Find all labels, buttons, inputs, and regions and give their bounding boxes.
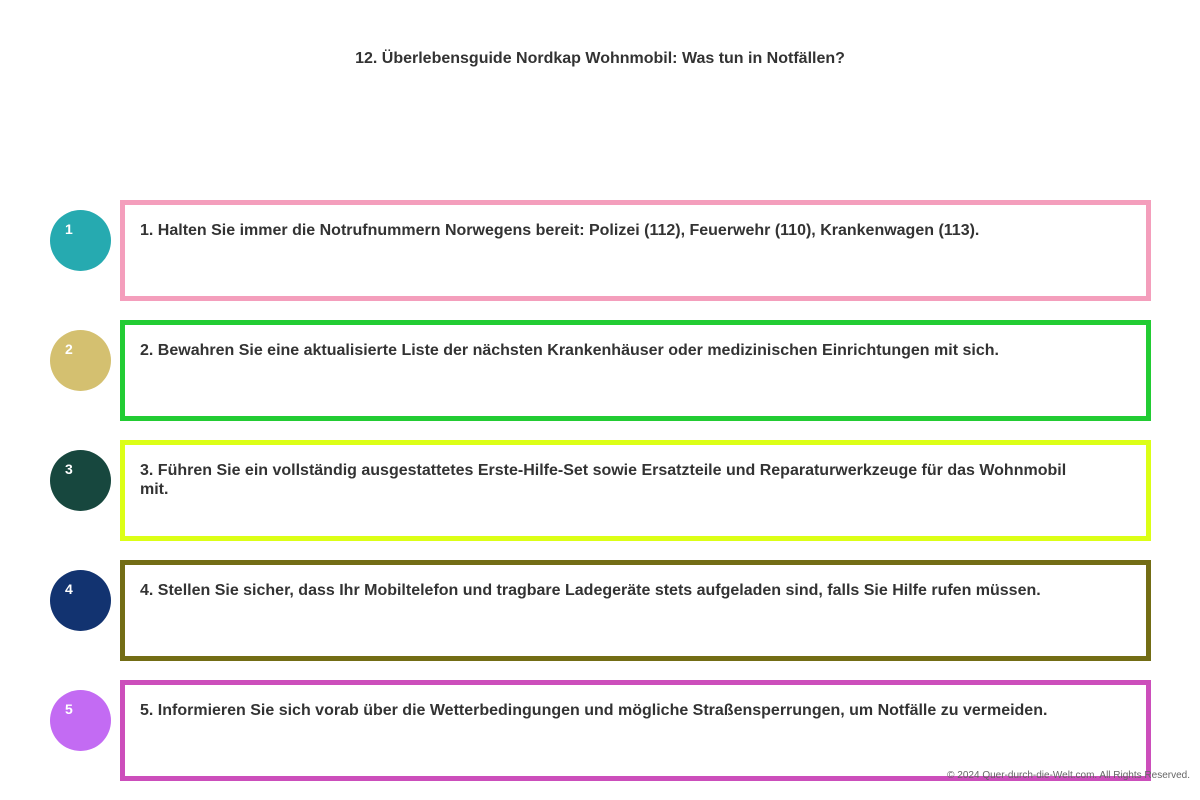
step-box — [120, 680, 1151, 781]
step-2 — [0, 320, 1200, 421]
step-number-circle — [50, 450, 111, 511]
step-1 — [0, 200, 1200, 301]
step-number-circle — [50, 690, 111, 751]
step-number-circle — [50, 570, 111, 631]
step-number: 5 — [65, 701, 73, 717]
step-text: 2. Bewahren Sie eine aktualisierte Liste der nächsten Krankenhäuser oder medizinischen Einrichtungen mit sich. — [140, 342, 999, 359]
step-number-circle — [50, 330, 111, 391]
step-5 — [0, 680, 1200, 781]
page-title: 12. Überlebensguide Nordkap Wohnmobil: Was tun in Notfällen? — [355, 50, 845, 67]
step-text: 5. Informieren Sie sich vorab über die Wetterbedingungen und mögliche Straßensperrungen, um Notfälle zu vermeiden. — [140, 702, 1048, 719]
step-3 — [0, 440, 1200, 541]
copyright-footer: © 2024 Quer-durch-die-Welt.com. All Rights Reserved. — [947, 770, 1190, 781]
step-number: 3 — [65, 461, 73, 477]
step-text: 1. Halten Sie immer die Notrufnummern Norwegens bereit: Polizei (112), Feuerwehr (110), Krankenwagen (113). — [140, 222, 980, 239]
step-4 — [0, 560, 1200, 661]
step-number: 1 — [65, 221, 73, 237]
step-box — [120, 200, 1151, 301]
step-text: 4. Stellen Sie sicher, dass Ihr Mobiltelefon und tragbare Ladegeräte stets aufgeladen sind, falls Sie Hilfe rufen müssen. — [140, 582, 1041, 599]
step-box — [120, 320, 1151, 421]
step-text: 3. Führen Sie ein vollständig ausgestattetes Erste-Hilfe-Set sowie Ersatzteile und Reparaturwerkzeuge für das Wohnmobil mit. — [140, 462, 1067, 498]
step-number: 2 — [65, 341, 73, 357]
step-number: 4 — [65, 581, 73, 597]
step-number-circle — [50, 210, 111, 271]
step-box — [120, 560, 1151, 661]
